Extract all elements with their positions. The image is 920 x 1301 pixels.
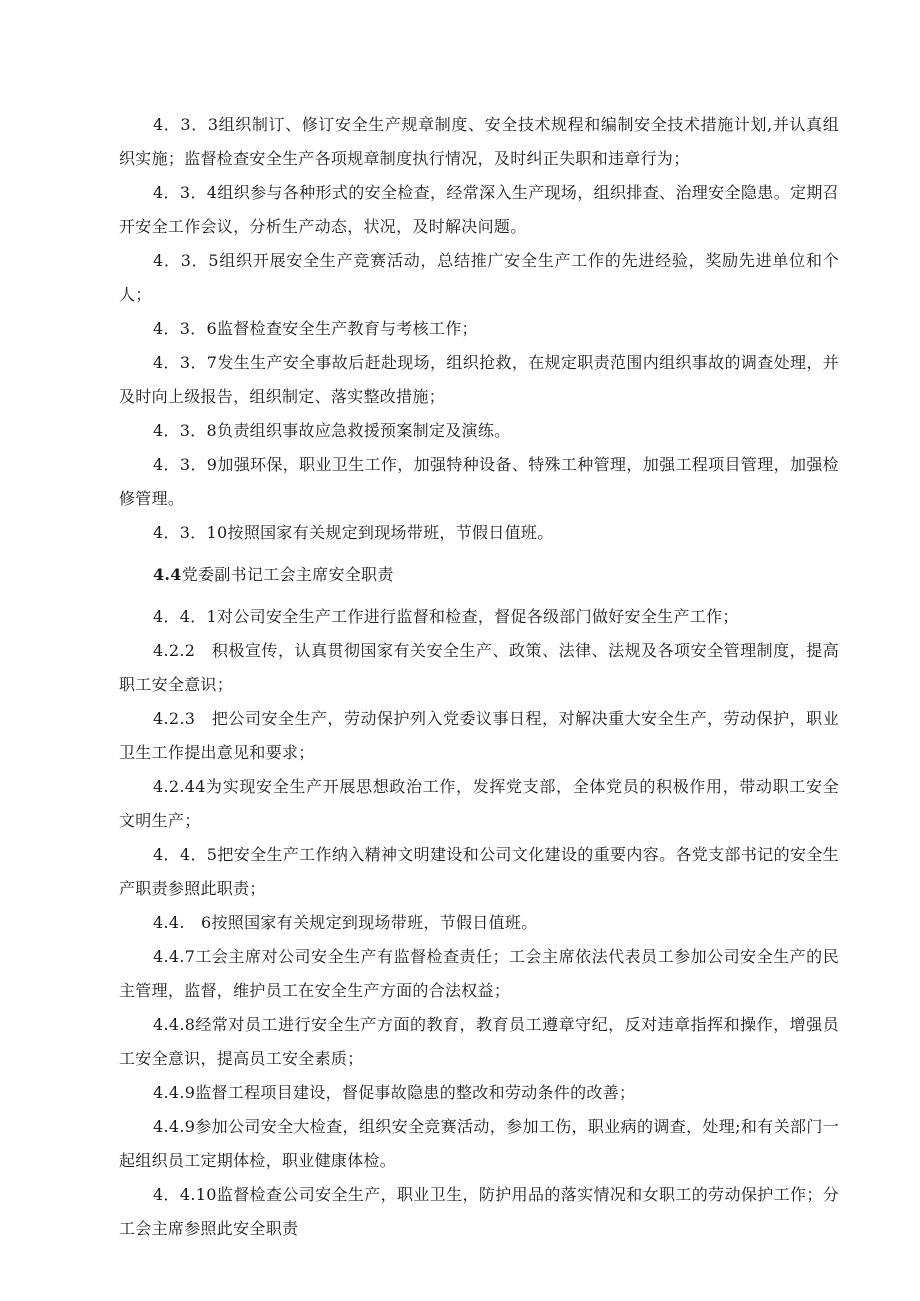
clause-4-4-10: 4．4.10监督检查公司安全生产，职业卫生，防护用品的落实情况和女职工的劳动保护工作；分工会主席参照此安全职责 — [119, 1185, 839, 1238]
clause-4-3-7: 4．3．7发生生产安全事故后赶赴现场，组织抢救，在规定职责范围内组织事故的调查处理，并及时向上级报告，组织制定、落实整改措施； — [119, 353, 839, 406]
clause-4-3-5: 4．3．5组织开展安全生产竞赛活动，总结推广安全生产工作的先进经验，奖励先进单位和个人； — [119, 251, 839, 304]
clause-4-3-6: 4．3．6监督检查安全生产教育与考核工作； — [153, 319, 478, 338]
clause-4-2-3: 4.2.3 把公司安全生产，劳动保护列入党委议事日程，对解决重大安全生产，劳动保护，职业卫生工作提出意见和要求； — [119, 709, 839, 762]
clause-4-3-9: 4．3．9加强环保，职业卫生工作，加强特种设备、特殊工种管理，加强工程项目管理，加强检修管理。 — [119, 455, 839, 508]
clause-4-3-8: 4．3．8负责组织事故应急救援预案制定及演练。 — [153, 421, 511, 440]
clause-4-2-2: 4.2.2 积极宣传，认真贯彻国家有关安全生产、政策、法律、法规及各项安全管理制度，提高职工安全意识； — [119, 641, 839, 694]
clause-4-3-4: 4．3．4组织参与各种形式的安全检查，经常深入生产现场，组织排查、治理安全隐患。定期召开安全工作会议，分析生产动态，状况，及时解决问题。 — [119, 183, 839, 236]
clause-4-4-8: 4.4.8经常对员工进行安全生产方面的教育，教育员工遵章守纪，反对违章指挥和操作，增强员工安全意识，提高员工安全素质； — [119, 1015, 839, 1068]
clause-4-4-7: 4.4.7工会主席对公司安全生产有监督检查责任；工会主席依法代表员工参加公司安全生产的民主管理，监督，维护员工在安全生产方面的合法权益； — [119, 947, 839, 1000]
section-heading-text: 党委副书记工会主席安全职责 — [181, 565, 394, 584]
clause-4-4-9b: 4.4.9参加公司安全大检查，组织安全竞赛活动，参加工伤，职业病的调查，处理;和有关部门一起组织员工定期体检，职业健康体检。 — [119, 1117, 839, 1170]
clause-4-3-10: 4．3．10按照国家有关规定到现场带班，节假日值班。 — [153, 523, 554, 542]
document-body — [119, 108, 839, 1246]
clause-4-4-5: 4．4．5把安全生产工作纳入精神文明建设和公司文化建设的重要内容。各党支部书记的安全生产职责参照此职责； — [119, 845, 839, 898]
clause-4-3-3: 4．3．3组织制订、修订安全生产规章制度、安全技术规程和编制安全技术措施计划,并认真组织实施；监督检查安全生产各项规章制度执行情况，及时纠正失职和违章行为； — [119, 115, 839, 168]
clause-4-2-44: 4.2.44为实现安全生产开展思想政治工作，发挥党支部，全体党员的积极作用，带动职工安全文明生产； — [119, 777, 839, 830]
section-heading-4-4 — [119, 558, 839, 592]
clause-4-4-6: 4.4. 6按照国家有关规定到现场带班，节假日值班。 — [153, 913, 538, 932]
clause-4-4-9a: 4.4.9监督工程项目建设，督促事故隐患的整改和劳动条件的改善； — [153, 1083, 636, 1102]
section-heading-number: 4.4 — [153, 565, 182, 584]
clause-4-4-1: 4．4．1对公司安全生产工作进行监督和检查，督促各级部门做好安全生产工作； — [153, 607, 739, 626]
